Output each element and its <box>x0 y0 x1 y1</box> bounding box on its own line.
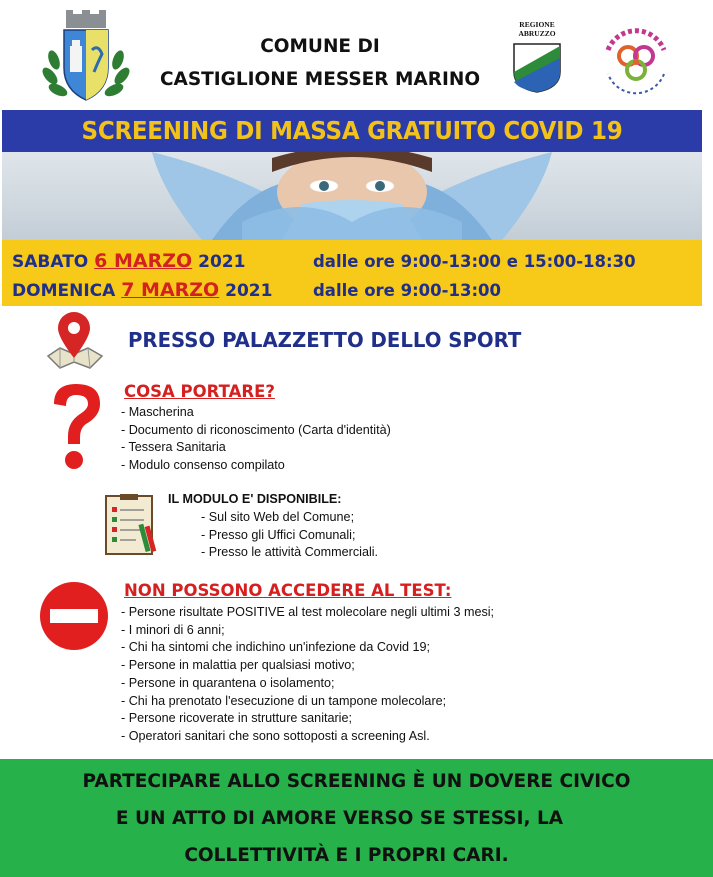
clipboard-icon <box>104 494 158 556</box>
list-item: - Chi ha sintomi che indichino un'infezione da Covid 19; <box>121 640 431 655</box>
closing-line-1: PARTECIPARE ALLO SCREENING È UN DOVERE CIVICO <box>82 771 631 792</box>
asl-logo <box>594 20 678 104</box>
list-item: - Persone in malattia per qualsiasi motivo; <box>121 658 355 673</box>
closing-line-2: E UN ATTO DI AMORE VERSO SE STESSI, LA <box>115 808 564 829</box>
modulo-list <box>201 509 378 562</box>
excluded-heading: NON POSSONO ACCEDERE AL TEST: <box>124 581 452 600</box>
comune-title <box>150 30 490 96</box>
list-item: - Persone ricoverate in strutture sanitarie; <box>121 711 352 726</box>
sunday-year: 2021 <box>225 281 273 301</box>
comune-crest-logo <box>40 10 132 106</box>
regione-abruzzo-label <box>505 20 569 38</box>
list-item: - Sul sito Web del Comune; <box>201 510 355 524</box>
comune-title-line2: CASTIGLIONE MESSER MARINO <box>159 69 481 90</box>
regione-label-line1: REGIONE <box>519 20 555 29</box>
question-mark-icon <box>46 382 106 472</box>
banner-title: SCREENING DI MASSA GRATUITO COVID 19 <box>81 116 623 145</box>
sunday-date-line <box>12 279 272 301</box>
list-item: - Documento di riconoscimento (Carta d'identità) <box>121 422 391 437</box>
list-item: - Tessera Sanitaria <box>121 440 226 455</box>
list-item: - Chi ha prenotato l'esecuzione di un tampone molecolare; <box>121 693 447 708</box>
excluded-list <box>121 604 494 746</box>
bring-heading: COSA PORTARE? <box>124 382 275 401</box>
list-item: - Persone risultate POSITIVE al test molecolare negli ultimi 3 mesi; <box>121 605 495 619</box>
saturday-date: 6 MARZO <box>94 250 193 272</box>
list-item: - Operatori sanitari che sono sottoposti a screening Asl. <box>121 728 430 743</box>
list-item: - Presso le attività Commerciali. <box>201 545 379 560</box>
modulo-title: IL MODULO E' DISPONIBILE: <box>168 492 342 506</box>
list-item: - Persone in quarantena o isolamento; <box>121 675 335 690</box>
comune-title-line1: COMUNE DI <box>260 36 380 57</box>
bring-list <box>121 404 391 475</box>
covid-photo <box>2 152 702 240</box>
list-item: - Presso gli Uffici Comunali; <box>201 527 356 542</box>
sunday-hours: dalle ore 9:00-13:00 <box>313 281 502 300</box>
sunday-day: DOMENICA <box>12 281 116 301</box>
saturday-date-line <box>12 250 245 272</box>
location-text: PRESSO PALAZZETTO DELLO SPORT <box>128 328 522 352</box>
regione-label-line2: ABRUZZO <box>518 29 556 38</box>
closing-line-3: COLLETTIVITÀ E I PROPRI CARI. <box>184 845 509 866</box>
list-item: - Mascherina <box>121 405 194 419</box>
sunday-date: 7 MARZO <box>121 279 220 301</box>
saturday-day: SABATO <box>12 252 89 272</box>
no-entry-icon <box>38 580 110 652</box>
regione-abruzzo-logo <box>512 42 562 94</box>
saturday-year: 2021 <box>198 252 246 272</box>
map-pin-icon <box>44 312 106 372</box>
list-item: - I minori di 6 anni; <box>121 622 225 637</box>
saturday-hours: dalle ore 9:00-13:00 e 15:00-18:30 <box>313 252 636 271</box>
list-item: - Modulo consenso compilato <box>121 458 285 473</box>
